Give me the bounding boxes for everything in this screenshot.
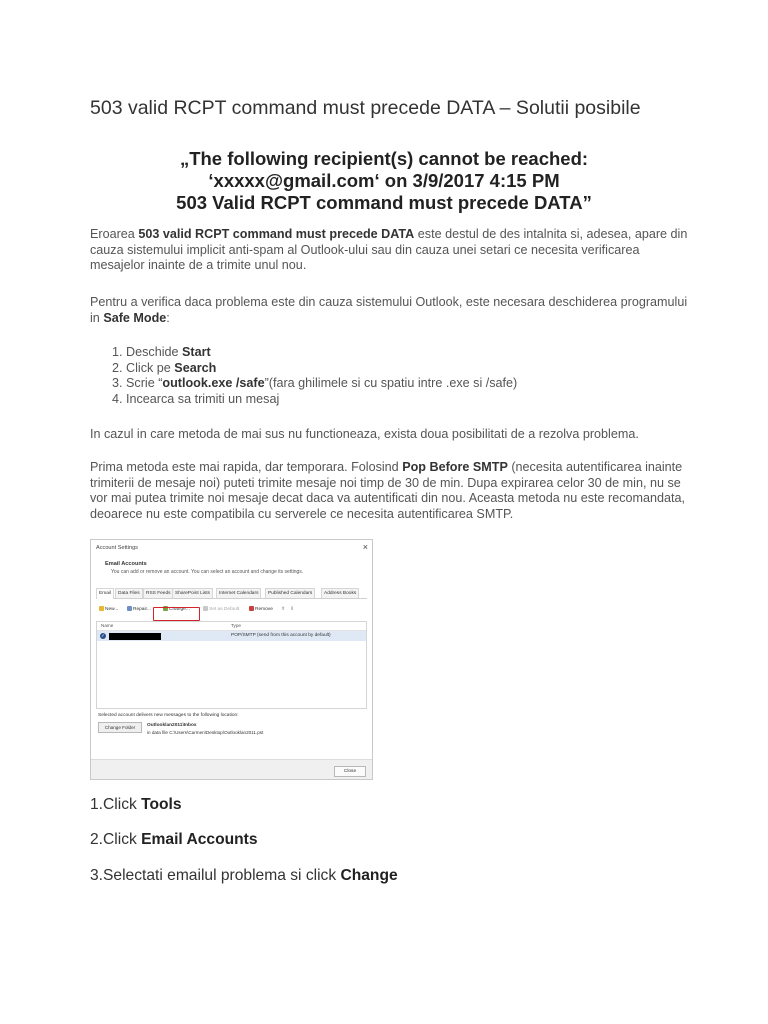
pop-text-end: (necesita autentificarea inainte trimiterii de mesaje noi) puteti trimite mesaje noi timp de 30 de min. Dupa expirarea celor 30 de min, nu se vor mai putea trimite noi mesaje decat daca va autentificati din nou. Aceasta metoda nu este recomandata, deoarece nu este compatibila cu serverele ce necesita autentificarea SMTP. <box>90 460 686 521</box>
click-step-text: 3.Selectati emailul problema si click <box>90 867 341 884</box>
set-default-label: Set as Default <box>209 607 240 612</box>
change-folder-button[interactable]: Change Folder <box>98 722 142 733</box>
list-number: 4. <box>112 391 123 406</box>
set-default-button[interactable] <box>203 605 239 615</box>
click-step-bold: Change <box>340 867 398 884</box>
dialog-title: Account Settings <box>96 545 138 551</box>
dialog-header-description: You can add or remove an account. You can select an account and change its settings. <box>111 569 304 575</box>
list-text-end: ”(fara ghilimele si cu spatiu intre .exe si /safe) <box>264 376 518 391</box>
click-step-text: 2.Click <box>90 831 142 848</box>
error-heading-line-1: „The following recipient(s) cannot be reached: <box>179 148 589 169</box>
list-item <box>90 376 650 392</box>
remove-label: Remove <box>255 607 273 612</box>
list-text: Incearca sa trimiti un mesaj <box>126 391 280 406</box>
click-step-text: 1.Click <box>90 796 142 813</box>
account-settings-dialog <box>90 539 373 780</box>
page-title: 503 valid RCPT command must precede DATA – Solutii posibile <box>90 97 641 119</box>
pop-before-smtp-paragraph <box>90 460 690 522</box>
repair-button[interactable] <box>127 605 151 615</box>
click-step-bold: Email Accounts <box>141 831 258 848</box>
dialog-tabs <box>96 588 367 599</box>
intro-bold-text: 503 valid RCPT command must precede DATA <box>138 227 415 241</box>
safe-mode-text: Pentru a verifica daca problema este din cauza sistemului Outlook, este necesara deschiderea programului in <box>90 295 688 325</box>
table-header <box>97 622 366 631</box>
close-button[interactable]: Close <box>334 766 366 777</box>
tab-email[interactable]: Email <box>96 588 114 599</box>
delivery-folder-path: in data file C:\Users\Carmen\Desktop\Outlooklan2011.pst <box>147 730 264 735</box>
close-icon[interactable]: × <box>362 542 368 552</box>
remove-icon <box>249 606 254 611</box>
tab-data-files[interactable]: Data Files <box>115 588 143 598</box>
tab-sharepoint-lists[interactable]: SharePoint Lists <box>172 588 213 598</box>
dialog-header-title: Email Accounts <box>105 561 147 567</box>
dialog-titlebar <box>91 540 372 554</box>
click-step-3 <box>90 867 398 885</box>
error-heading-line-3: 503 Valid RCPT command must precede DATA” <box>176 192 592 213</box>
dialog-toolbar <box>96 604 367 616</box>
new-account-button[interactable] <box>99 605 118 615</box>
tab-internet-calendars[interactable]: Internet Calendars <box>216 588 261 598</box>
list-bold-text: outlook.exe /safe <box>162 376 265 391</box>
tab-published-calendars[interactable]: Published Calendars <box>265 588 315 598</box>
repair-icon <box>127 606 132 611</box>
column-type-header: Type <box>231 623 241 628</box>
accounts-table <box>96 621 367 709</box>
intro-paragraph <box>90 227 690 274</box>
pop-text: Prima metoda este mai rapida, dar temporara. Folosind <box>90 460 403 474</box>
list-item <box>90 392 650 408</box>
change-label: Change... <box>169 607 190 612</box>
list-text: Click pe <box>126 360 175 375</box>
error-heading-line-2: ‘xxxxx@gmail.com‘ on 3/9/2017 4:15 PM <box>208 170 560 191</box>
list-text: Scrie “ <box>126 376 163 391</box>
error-message-heading <box>60 148 708 214</box>
list-item <box>90 345 650 361</box>
safe-mode-bold-text: Safe Mode <box>103 310 167 325</box>
safe-mode-text-end: : <box>166 310 170 325</box>
set-default-icon <box>203 606 208 611</box>
delivery-folder-name: Outlooklan2011\Inbox <box>147 723 197 728</box>
redacted-account-name <box>109 633 161 640</box>
click-step-1 <box>90 796 182 814</box>
tab-address-books[interactable]: Address Books <box>321 588 359 598</box>
list-bold-text: Search <box>174 360 217 375</box>
pop-bold-text: Pop Before SMTP <box>402 460 508 474</box>
list-number: 2. <box>112 360 123 375</box>
tab-rss-feeds[interactable]: RSS Feeds <box>143 588 174 598</box>
list-bold-text: Start <box>182 345 211 359</box>
arrow-up-icon[interactable]: ⬆ <box>281 607 286 612</box>
list-item <box>90 361 650 377</box>
click-step-2 <box>90 831 258 849</box>
dialog-footer <box>91 759 372 780</box>
new-icon <box>99 606 104 611</box>
list-text: Deschide <box>126 345 183 359</box>
intro-text: Eroarea <box>90 227 139 241</box>
new-label: New... <box>105 607 119 612</box>
repair-label: Repair... <box>133 607 151 612</box>
column-name-header: Name <box>101 623 114 628</box>
account-type: POP/SMTP (send from this account by default) <box>231 633 331 638</box>
table-row[interactable] <box>97 631 366 641</box>
default-account-check-icon: ✓ <box>101 633 105 638</box>
list-number: 3. <box>112 376 123 391</box>
safe-mode-paragraph <box>90 295 690 326</box>
change-highlight-box <box>153 607 200 621</box>
click-step-bold: Tools <box>141 796 182 813</box>
intro-text-end: este destul de des intalnita si, adesea, apare din cauza sistemului implicit anti-spam al Outlook-ului sau din cauza unei setari ce necesita verificarea mesajelor inainte de a trimite unul nou. <box>90 227 688 273</box>
alternatives-paragraph: In cazul in care metoda de mai sus nu functioneaza, exista doua posibilitati de a rezolva problema. <box>90 427 639 441</box>
dialog-header <box>91 554 372 580</box>
list-number: 1. <box>112 345 123 359</box>
delivery-location-label: Selected account delivers new messages to the following location: <box>98 713 239 718</box>
remove-button[interactable] <box>249 605 273 615</box>
safe-mode-steps-list <box>90 345 650 407</box>
arrow-down-icon[interactable]: ⬇ <box>290 607 295 612</box>
